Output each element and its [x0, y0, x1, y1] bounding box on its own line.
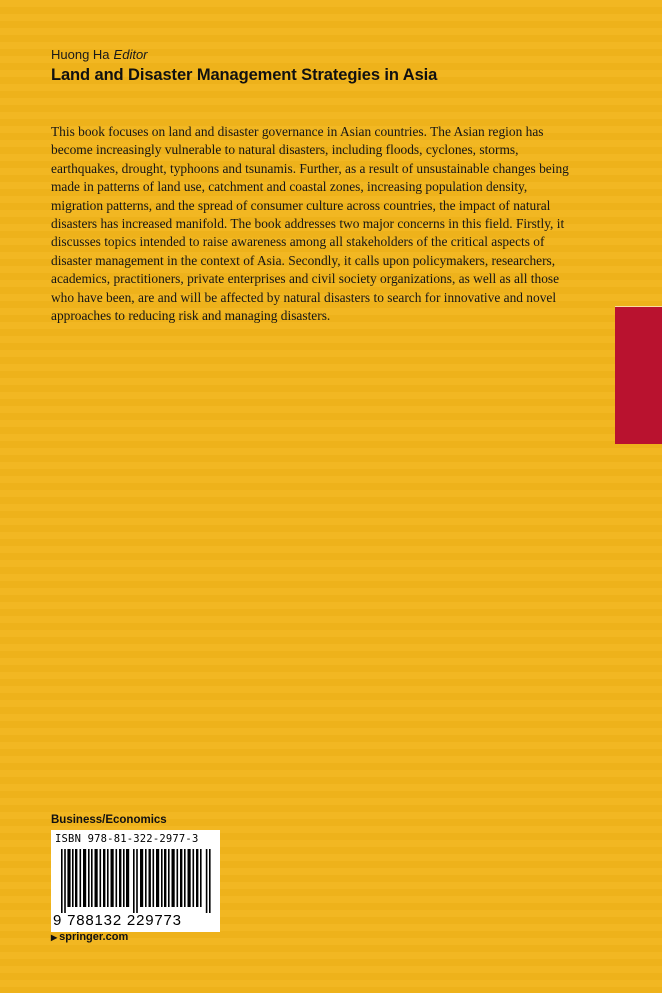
arrow-right-icon: ▶	[51, 933, 58, 942]
isbn-barcode	[51, 830, 220, 932]
book-description: This book focuses on land and disaster governance in Asian countries. The Asian region has become increasingly vulnerable to natural disasters, including floods, cyclones, storms, earthquakes, drought, typhoons and tsunamis. Further, as a result of unsustainable changes being made in patterns of land use, catchment and coastal zones, increasing population density, migration patterns, and the spread of consumer culture across countries, the impact of natural disasters has increased manifold. The book addresses two major concerns in this field. Firstly, it discusses topics intended to raise awareness among all stakeholders of the critical aspects of disaster management in the context of Asia. Secondly, it calls upon policymakers, researchers, academics, practitioners, private enterprises and civil society organizations, as well as all those who have been, are and will be affected by natural disasters to search for innovative and novel approaches to reducing risk and managing disasters.	[51, 124, 569, 324]
subject-category: Business/Economics	[51, 814, 167, 826]
editor-name: Huong Ha	[51, 47, 110, 62]
ean-digits: 9 788132 229773	[53, 912, 182, 929]
editor-line	[51, 47, 148, 62]
barcode-icon	[61, 849, 211, 913]
isbn-label: ISBN 978-81-322-2977-3	[55, 833, 199, 845]
publisher-website-text: springer.com	[59, 931, 129, 943]
accent-tab	[615, 307, 662, 444]
book-title: Land and Disaster Management Strategies in Asia	[51, 66, 438, 84]
publisher-website[interactable]	[51, 931, 128, 943]
editor-role: Editor	[113, 47, 148, 62]
